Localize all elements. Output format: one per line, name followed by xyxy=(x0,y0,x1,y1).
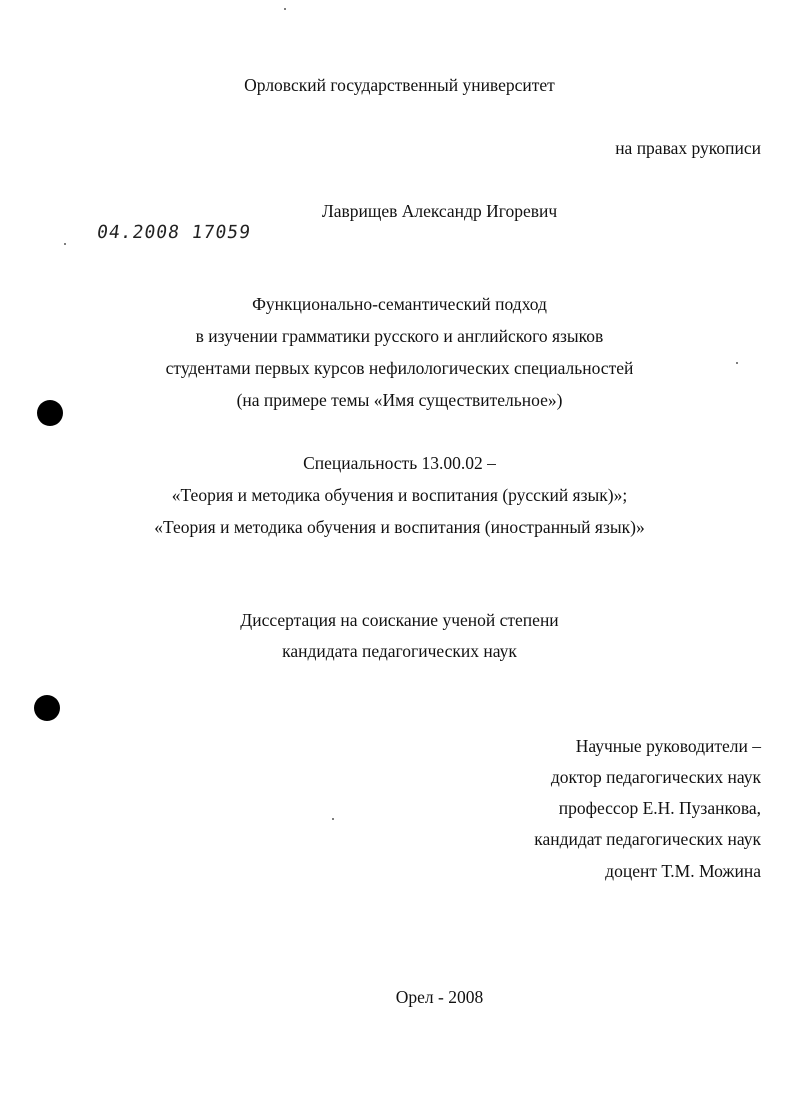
city-year: Орел - 2008 xyxy=(395,987,484,1007)
author-name: Лаврищев Александр Игоревич xyxy=(321,201,558,221)
degree-line-2: кандидата педагогических наук xyxy=(282,641,517,661)
title-line-3: студентами первых курсов нефилологических специальностей xyxy=(165,358,634,378)
title-line-4: (на примере темы «Имя существительное») xyxy=(236,390,563,410)
specialty-line-1: «Теория и методика обучения и воспитания (русский язык)»; xyxy=(171,485,628,505)
specialty-code: Специальность 13.00.02 – xyxy=(303,453,496,473)
registration-stamp: 04.2008 17059 xyxy=(95,222,253,243)
supervisors-heading: Научные руководители – xyxy=(575,736,761,756)
punch-hole-top xyxy=(37,400,63,426)
supervisor-2-name: доцент Т.М. Можина xyxy=(605,861,761,881)
punch-hole-bottom xyxy=(34,695,60,721)
supervisor-1-name: профессор Е.Н. Пузанкова, xyxy=(558,798,761,818)
title-line-1: Функционально-семантический подход xyxy=(252,294,547,314)
degree-line-1: Диссертация на соискание ученой степени xyxy=(240,610,559,630)
scan-speck xyxy=(736,362,738,364)
manuscript-note: на правах рукописи xyxy=(615,138,761,158)
supervisor-2-degree: кандидат педагогических наук xyxy=(534,829,761,849)
scan-speck xyxy=(64,243,66,245)
title-line-2: в изучении грамматики русского и английского языков xyxy=(195,326,604,346)
university-name: Орловский государственный университет xyxy=(244,75,555,95)
specialty-line-2: «Теория и методика обучения и воспитания (иностранный язык)» xyxy=(154,517,645,537)
scan-speck xyxy=(332,818,334,820)
supervisor-1-degree: доктор педагогических наук xyxy=(550,767,761,787)
scan-speck xyxy=(284,8,286,10)
